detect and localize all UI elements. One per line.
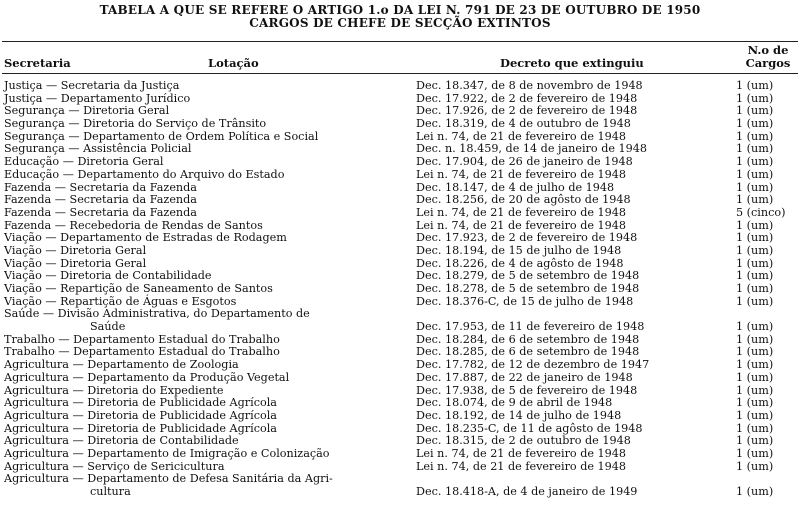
cell-cargos: 1 (um) — [736, 421, 774, 435]
cell-lotacao-text: Segurança — Diretoria do Serviço de Trânsito — [4, 117, 267, 131]
cell-lotacao-text: Agricultura — Departamento da Produção Vegetal — [4, 370, 290, 384]
cell-lotacao — [4, 308, 406, 333]
table-row — [4, 308, 798, 333]
cell-lotacao-text: Agricultura — Serviço de Sericicultura — [4, 459, 225, 473]
cell-lotacao-text: Viação — Repartição de Saneamento de Santos — [4, 282, 273, 295]
cell-lotacao-text: Viação — Repartição de Águas e Esgotos — [4, 294, 237, 308]
cell-lotacao-text: Agricultura — Departamento de Imigração e Colonização — [4, 446, 330, 460]
cell-lotacao-text: Justiça — Departamento Jurídico — [4, 91, 191, 105]
header-rule — [2, 73, 798, 74]
cell-decreto: Dec. 18.285, de 6 de setembro de 1948 — [416, 345, 640, 359]
cell-cargos: 1 (um) — [736, 79, 774, 92]
cell-cargos: 1 (um) — [736, 396, 774, 410]
cell-cargos: 1 (um) — [736, 294, 774, 308]
header-cargos-line1: N.o de — [747, 43, 789, 57]
cell-decreto: Dec. 18.284, de 6 de setembro de 1948 — [416, 332, 640, 346]
cell-lotacao-text: Justiça — Secretaria da Justiça — [4, 79, 180, 92]
cell-cargos: 1 (um) — [736, 129, 774, 143]
cell-cargos: 1 (um) — [736, 193, 774, 207]
cell-decreto: Lei n. 74, de 21 de fevereiro de 1948 — [416, 129, 627, 143]
cell-decreto: Dec. 18.194, de 15 de julho de 1948 — [416, 243, 622, 257]
header-cargos-line2: Cargos — [745, 56, 791, 70]
cell-decreto: Dec. 17.887, de 22 de janeiro de 1948 — [416, 370, 633, 384]
cell-cargos: 1 (um) — [736, 155, 774, 169]
cell-lotacao-continuation: cultura — [90, 485, 131, 499]
cell-cargos: 1 (um) — [736, 358, 774, 372]
cell-lotacao-text: Trabalho — Departamento Estadual do Trabalho — [4, 345, 280, 359]
cell-decreto: Dec. 18.235-C, de 11 de agôsto de 1948 — [416, 421, 643, 435]
cell-lotacao-text: Agricultura — Diretoria do Expediente — [4, 383, 224, 397]
cell-decreto: Dec. 18.376-C, de 15 de julho de 1948 — [416, 294, 634, 308]
cell-cargos: 1 (um) — [736, 370, 774, 384]
cell-cargos: 1 (um) — [736, 167, 774, 181]
cell-lotacao — [4, 473, 406, 498]
cell-cargos: 1 (um) — [736, 180, 774, 194]
cell-cargos: 1 (um) — [736, 256, 774, 270]
table-subtitle: CARGOS DE CHEFE DE SECÇÃO EXTINTOS — [249, 16, 551, 30]
cell-lotacao-text: Fazenda — Secretaria da Fazenda — [4, 205, 197, 219]
cell-lotacao-text: Educação — Diretoria Geral — [4, 155, 164, 169]
cell-cargos: 1 (um) — [736, 446, 774, 460]
cell-lotacao-text: Segurança — Assistência Policial — [4, 142, 192, 156]
cell-decreto: Dec. 18.226, de 4 de agôsto de 1948 — [416, 256, 624, 270]
cell-cargos: 1 (um) — [736, 269, 774, 283]
cell-decreto: Dec. 18.347, de 8 de novembro de 1948 — [416, 79, 643, 92]
cell-lotacao-text: Segurança — Departamento de Ordem Política e Social — [4, 129, 319, 143]
cell-cargos: 1 (um) — [736, 282, 774, 295]
cell-decreto: Lei n. 74, de 21 de fevereiro de 1948 — [416, 459, 627, 473]
cell-lotacao-text: Fazenda — Recebedoria de Rendas de Santos — [4, 218, 263, 232]
cell-decreto: Dec. 17.938, de 5 de fevereiro de 1948 — [416, 383, 638, 397]
cell-decreto: Dec. n. 18.459, de 14 de janeiro de 1948 — [416, 142, 648, 156]
cell-lotacao-text: Agricultura — Diretoria de Publicidade Agrícola — [4, 396, 277, 410]
cell-lotacao-text: Segurança — Diretoria Geral — [4, 104, 170, 118]
cell-cargos: 1 (um) — [736, 408, 774, 422]
cell-decreto: Lei n. 74, de 21 de fevereiro de 1948 — [416, 446, 627, 460]
cell-cargos: 1 (um) — [736, 91, 774, 105]
cell-lotacao-text: Viação — Departamento de Estradas de Rodagem — [4, 231, 287, 245]
cell-lotacao-text: Trabalho — Departamento Estadual do Trabalho — [4, 332, 280, 346]
cell-decreto: Dec. 18.279, de 5 de setembro de 1948 — [416, 269, 640, 283]
cell-decreto: Dec. 17.923, de 2 de fevereiro de 1948 — [416, 231, 638, 245]
cell-decreto: Dec. 18.147, de 4 de julho de 1948 — [416, 180, 615, 194]
cell-cargos: 1 (um) — [736, 332, 774, 346]
cell-lotacao-text: Agricultura — Departamento de Zoologia — [4, 358, 239, 372]
cell-lotacao-text: Agricultura — Departamento de Defesa Sanitária da Agri- — [4, 472, 333, 486]
table-title: TABELA A QUE SE REFERE O ARTIGO 1.o DA LEI N. 791 DE 23 DE OUTUBRO DE 1950 — [99, 3, 701, 17]
cell-lotacao-text: Educação — Departamento do Arquivo do Estado — [4, 167, 285, 181]
cell-lotacao-text: Agricultura — Diretoria de Contabilidade — [4, 434, 239, 448]
cell-cargos: 1 (um) — [736, 485, 774, 499]
cell-lotacao-text: Fazenda — Secretaria da Fazenda — [4, 180, 197, 194]
cell-lotacao-text: Viação — Diretoria Geral — [4, 243, 147, 257]
cell-decreto: Dec. 18.319, de 4 de outubro de 1948 — [416, 117, 631, 131]
cell-lotacao-text: Viação — Diretoria Geral — [4, 256, 147, 270]
cell-decreto: Dec. 17.953, de 11 de fevereiro de 1948 — [416, 320, 645, 334]
cell-decreto: Dec. 18.418-A, de 4 de janeiro de 1949 — [416, 485, 638, 499]
cell-cargos: 1 (um) — [736, 383, 774, 397]
cell-decreto: Dec. 17.922, de 2 de fevereiro de 1948 — [416, 91, 638, 105]
cell-lotacao-text: Saúde — Divisão Administrativa, do Departamento de — [4, 307, 310, 321]
cell-cargos: 1 (um) — [736, 117, 774, 131]
cell-lotacao-text: Agricultura — Diretoria de Publicidade Agrícola — [4, 408, 277, 422]
cell-cargos: 5 (cinco) — [736, 205, 786, 219]
cell-cargos: 1 (um) — [736, 218, 774, 232]
cell-lotacao-text: Agricultura — Diretoria de Publicidade Agrícola — [4, 421, 277, 435]
cell-decreto: Dec. 17.926, de 2 de fevereiro de 1948 — [416, 104, 638, 118]
cell-decreto: Lei n. 74, de 21 de fevereiro de 1948 — [416, 205, 627, 219]
header-decreto: Decreto que extinguiu — [500, 56, 644, 70]
cell-cargos: 1 (um) — [736, 142, 774, 156]
cell-decreto: Dec. 18.256, de 20 de agôsto de 1948 — [416, 193, 631, 207]
cell-lotacao-text: Viação — Diretoria de Contabilidade — [4, 269, 212, 283]
table-row — [4, 473, 798, 498]
header-lotacao: Lotação — [208, 56, 259, 70]
cell-decreto: Lei n. 74, de 21 de fevereiro de 1948 — [416, 218, 627, 232]
cell-cargos: 1 (um) — [736, 231, 774, 245]
cell-lotacao-continuation: Saúde — [90, 320, 126, 334]
header-secretaria: Secretaria — [4, 56, 71, 70]
cell-decreto: Dec. 17.782, de 12 de dezembro de 1947 — [416, 358, 650, 372]
cell-decreto: Dec. 18.278, de 5 de setembro de 1948 — [416, 282, 640, 295]
cell-decreto: Lei n. 74, de 21 de fevereiro de 1948 — [416, 167, 627, 181]
cell-decreto: Dec. 18.315, de 2 de outubro de 1948 — [416, 434, 631, 448]
cell-cargos: 1 (um) — [736, 434, 774, 448]
cell-decreto: Dec. 17.904, de 26 de janeiro de 1948 — [416, 155, 633, 169]
cell-cargos: 1 (um) — [736, 243, 774, 257]
cell-cargos: 1 (um) — [736, 320, 774, 334]
header-cargos — [738, 44, 798, 70]
cell-decreto: Dec. 18.074, de 9 de abril de 1948 — [416, 396, 613, 410]
cell-cargos: 1 (um) — [736, 345, 774, 359]
cell-lotacao-text: Fazenda — Secretaria da Fazenda — [4, 193, 197, 207]
cell-decreto: Dec. 18.192, de 14 de julho de 1948 — [416, 408, 622, 422]
table-body — [4, 80, 798, 499]
cell-cargos: 1 (um) — [736, 459, 774, 473]
top-rule — [2, 41, 798, 42]
cell-cargos: 1 (um) — [736, 104, 774, 118]
